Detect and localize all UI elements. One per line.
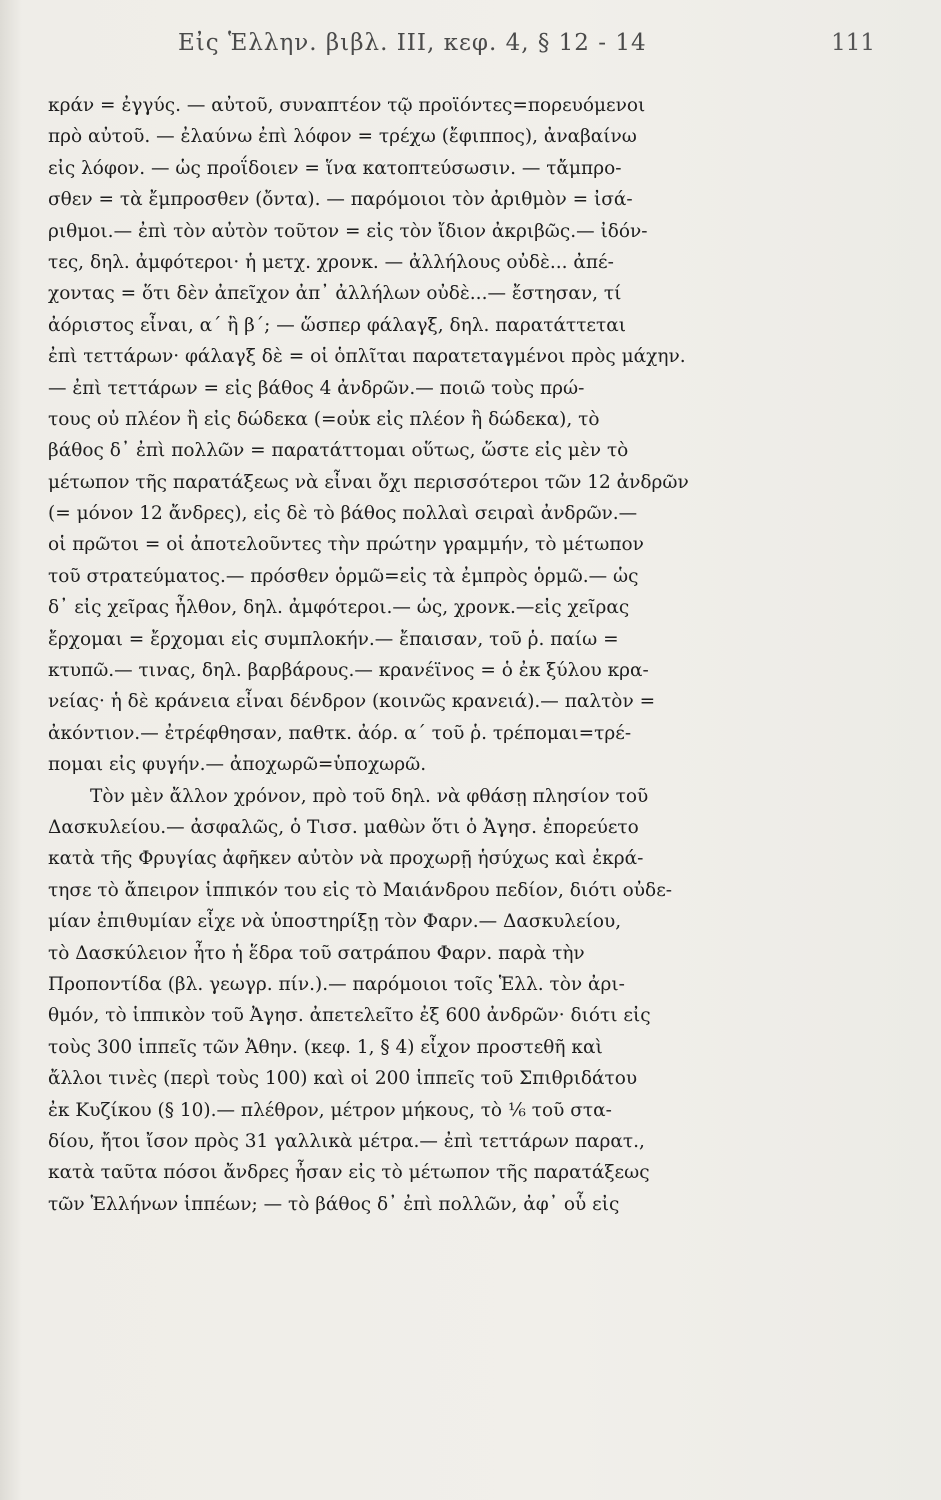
text-line: πρὸ αὐτοῦ. — ἐλαύνω ἐπὶ λόφον = τρέχω (ἔφιππος), ἀναβαίνω bbox=[48, 126, 637, 148]
text-line: τοῦ στρατεύματος.— πρόσθεν ὁρμῶ=εἰς τὰ ἐμπρὸς ὁρμῶ.— ὡς bbox=[48, 565, 639, 587]
text-line: ἀκόντιον.— ἐτρέφθησαν, παθτκ. ἀόρ. α΄ τοῦ ῥ. τρέπομαι=τρέ- bbox=[48, 722, 632, 744]
text-line: νείας· ἡ δὲ κράνεια εἶναι δένδρον (κοινῶς κρανειά).— παλτὸν = bbox=[48, 691, 656, 713]
page-number: 111 bbox=[831, 30, 875, 56]
text-line: πομαι εἰς φυγήν.— ἀποχωρῶ=ὑποχωρῶ. bbox=[48, 754, 427, 776]
commentary-text bbox=[48, 90, 818, 1220]
text-line: τους οὐ πλέον ἢ εἰς δώδεκα (=οὐκ εἰς πλέον ἢ δώδεκα), τὸ bbox=[48, 408, 600, 430]
text-line: τες, δηλ. ἀμφότεροι· ἡ μετχ. χρονκ. — ἀλλήλους οὐδὲ... ἀπέ- bbox=[48, 251, 614, 273]
page-header bbox=[60, 26, 881, 66]
text-line: μέτωπον τῆς παρατάξεως νὰ εἶναι ὄχι περισσότεροι τῶν 12 ἀνδρῶν bbox=[48, 471, 689, 493]
text-line: εἰς λόφον. — ὡς προΐδοιεν = ἵνα κατοπτεύσωσιν. — τἄμπρο- bbox=[48, 157, 622, 179]
text-line: τοὺς 300 ἱππεῖς τῶν Ἀθην. (κεφ. 1, § 4) εἶχον προστεθῆ καὶ bbox=[48, 1036, 603, 1058]
text-line: σθεν = τὰ ἔμπροσθεν (ὄντα). — παρόμοιοι τὸν ἀριθμὸν = ἰσά- bbox=[48, 189, 633, 211]
text-line: κράν = ἐγγύς. — αὐτοῦ, συναπτέον τῷ προϊόντες=πορευόμενοι bbox=[48, 95, 646, 116]
text-line: ἐκ Κυζίκου (§ 10).— πλέθρον, μέτρον μήκους, τὸ ⅙ τοῦ στα- bbox=[48, 1099, 612, 1121]
text-line: ἀόριστος εἶναι, α΄ ἢ β΄; — ὥσπερ φάλαγξ, δηλ. παρατάττεται bbox=[48, 314, 626, 336]
running-head: Εἰς Ἑλλην. βιβλ. ΙΙΙ, κεφ. 4, § 12 - 14 bbox=[178, 30, 647, 56]
text-line: οἱ πρῶτοι = οἱ ἀποτελοῦντες τὴν πρώτην γραμμήν, τὸ μέτωπον bbox=[48, 534, 644, 556]
text-line: τῶν Ἑλλήνων ἱππέων; — τὸ βάθος δ᾿ ἐπὶ πολλῶν, ἀφ᾿ οὗ εἰς bbox=[48, 1193, 620, 1215]
text-line: ἐπὶ τεττάρων· φάλαγξ δὲ = οἱ ὁπλῖται παρατεταγμένοι πρὸς μάχην. bbox=[48, 346, 686, 368]
text-line: ριθμοι.— ἐπὶ τὸν αὐτὸν τοῦτον = εἰς τὸν ἴδιον ἀκριβῶς.— ἰδόν- bbox=[48, 220, 648, 242]
text-line: τὸ Δασκύλειον ἦτο ἡ ἕδρα τοῦ σατράπου Φαρν. παρὰ τὴν bbox=[48, 942, 585, 964]
text-line: τησε τὸ ἄπειρον ἱππικόν του εἰς τὸ Μαιάνδρου πεδίον, διότι οὐδε- bbox=[48, 879, 673, 901]
text-line: μίαν ἐπιθυμίαν εἶχε νὰ ὑποστηρίξῃ τὸν Φαρν.— Δασκυλείου, bbox=[48, 911, 622, 933]
text-line: ἔρχομαι = ἔρχομαι εἰς συμπλοκήν.— ἔπαισαν, τοῦ ῥ. παίω = bbox=[48, 628, 619, 650]
text-line: κτυπῶ.— τινας, δηλ. βαρβάρους.— κρανέϊνος = ὁ ἐκ ξύλου κρα- bbox=[48, 660, 649, 682]
text-line: Δασκυλείου.— ἀσφαλῶς, ὁ Τισσ. μαθὼν ὅτι ὁ Ἀγησ. ἐπορεύετο bbox=[48, 816, 639, 838]
text-line: χοντας = ὅτι δὲν ἀπεῖχον ἀπ᾿ ἀλλήλων οὐδὲ...— ἔστησαν, τί bbox=[48, 283, 622, 305]
text-line: Προποντίδα (βλ. γεωγρ. πίν.).— παρόμοιοι τοῖς Ἑλλ. τὸν ἀρι- bbox=[48, 973, 625, 995]
text-line: κατὰ ταῦτα πόσοι ἄνδρες ἦσαν εἰς τὸ μέτωπον τῆς παρατάξεως bbox=[48, 1162, 650, 1184]
text-line: βάθος δ᾿ ἐπὶ πολλῶν = παρατάττομαι οὕτως, ὥστε εἰς μὲν τὸ bbox=[48, 440, 629, 462]
text-line: θμόν, τὸ ἱππικὸν τοῦ Ἀγησ. ἀπετελεῖτο ἐξ 600 ἀνδρῶν· διότι εἰς bbox=[48, 1005, 651, 1027]
text-line: δ᾿ εἰς χεῖρας ἦλθον, δηλ. ἀμφότεροι.— ὡς, χρονκ.—εἰς χεῖρας bbox=[48, 597, 630, 619]
text-line: — ἐπὶ τεττάρων = εἰς βάθος 4 ἀνδρῶν.— ποιῶ τοὺς πρώ- bbox=[48, 377, 585, 399]
text-line: δίου, ἤτοι ἴσον πρὸς 31 γαλλικὰ μέτρα.— ἐπὶ τεττάρων παρατ., bbox=[48, 1130, 645, 1152]
paragraph-first-line: Τὸν μὲν ἄλλον χρόνον, πρὸ τοῦ δηλ. νὰ φθάσῃ πλησίον τοῦ bbox=[90, 785, 649, 807]
text-line: (= μόνον 12 ἄνδρες), εἰς δὲ τὸ βάθος πολλαὶ σειραὶ ἀνδρῶν.— bbox=[48, 503, 638, 525]
text-line: ἄλλοι τινὲς (περὶ τοὺς 100) καὶ οἱ 200 ἱππεῖς τοῦ Σπιθριδάτου bbox=[48, 1068, 638, 1090]
text-line: κατὰ τῆς Φρυγίας ἀφῆκεν αὐτὸν νὰ προχωρῇ ἡσύχως καὶ ἐκρά- bbox=[48, 848, 644, 870]
